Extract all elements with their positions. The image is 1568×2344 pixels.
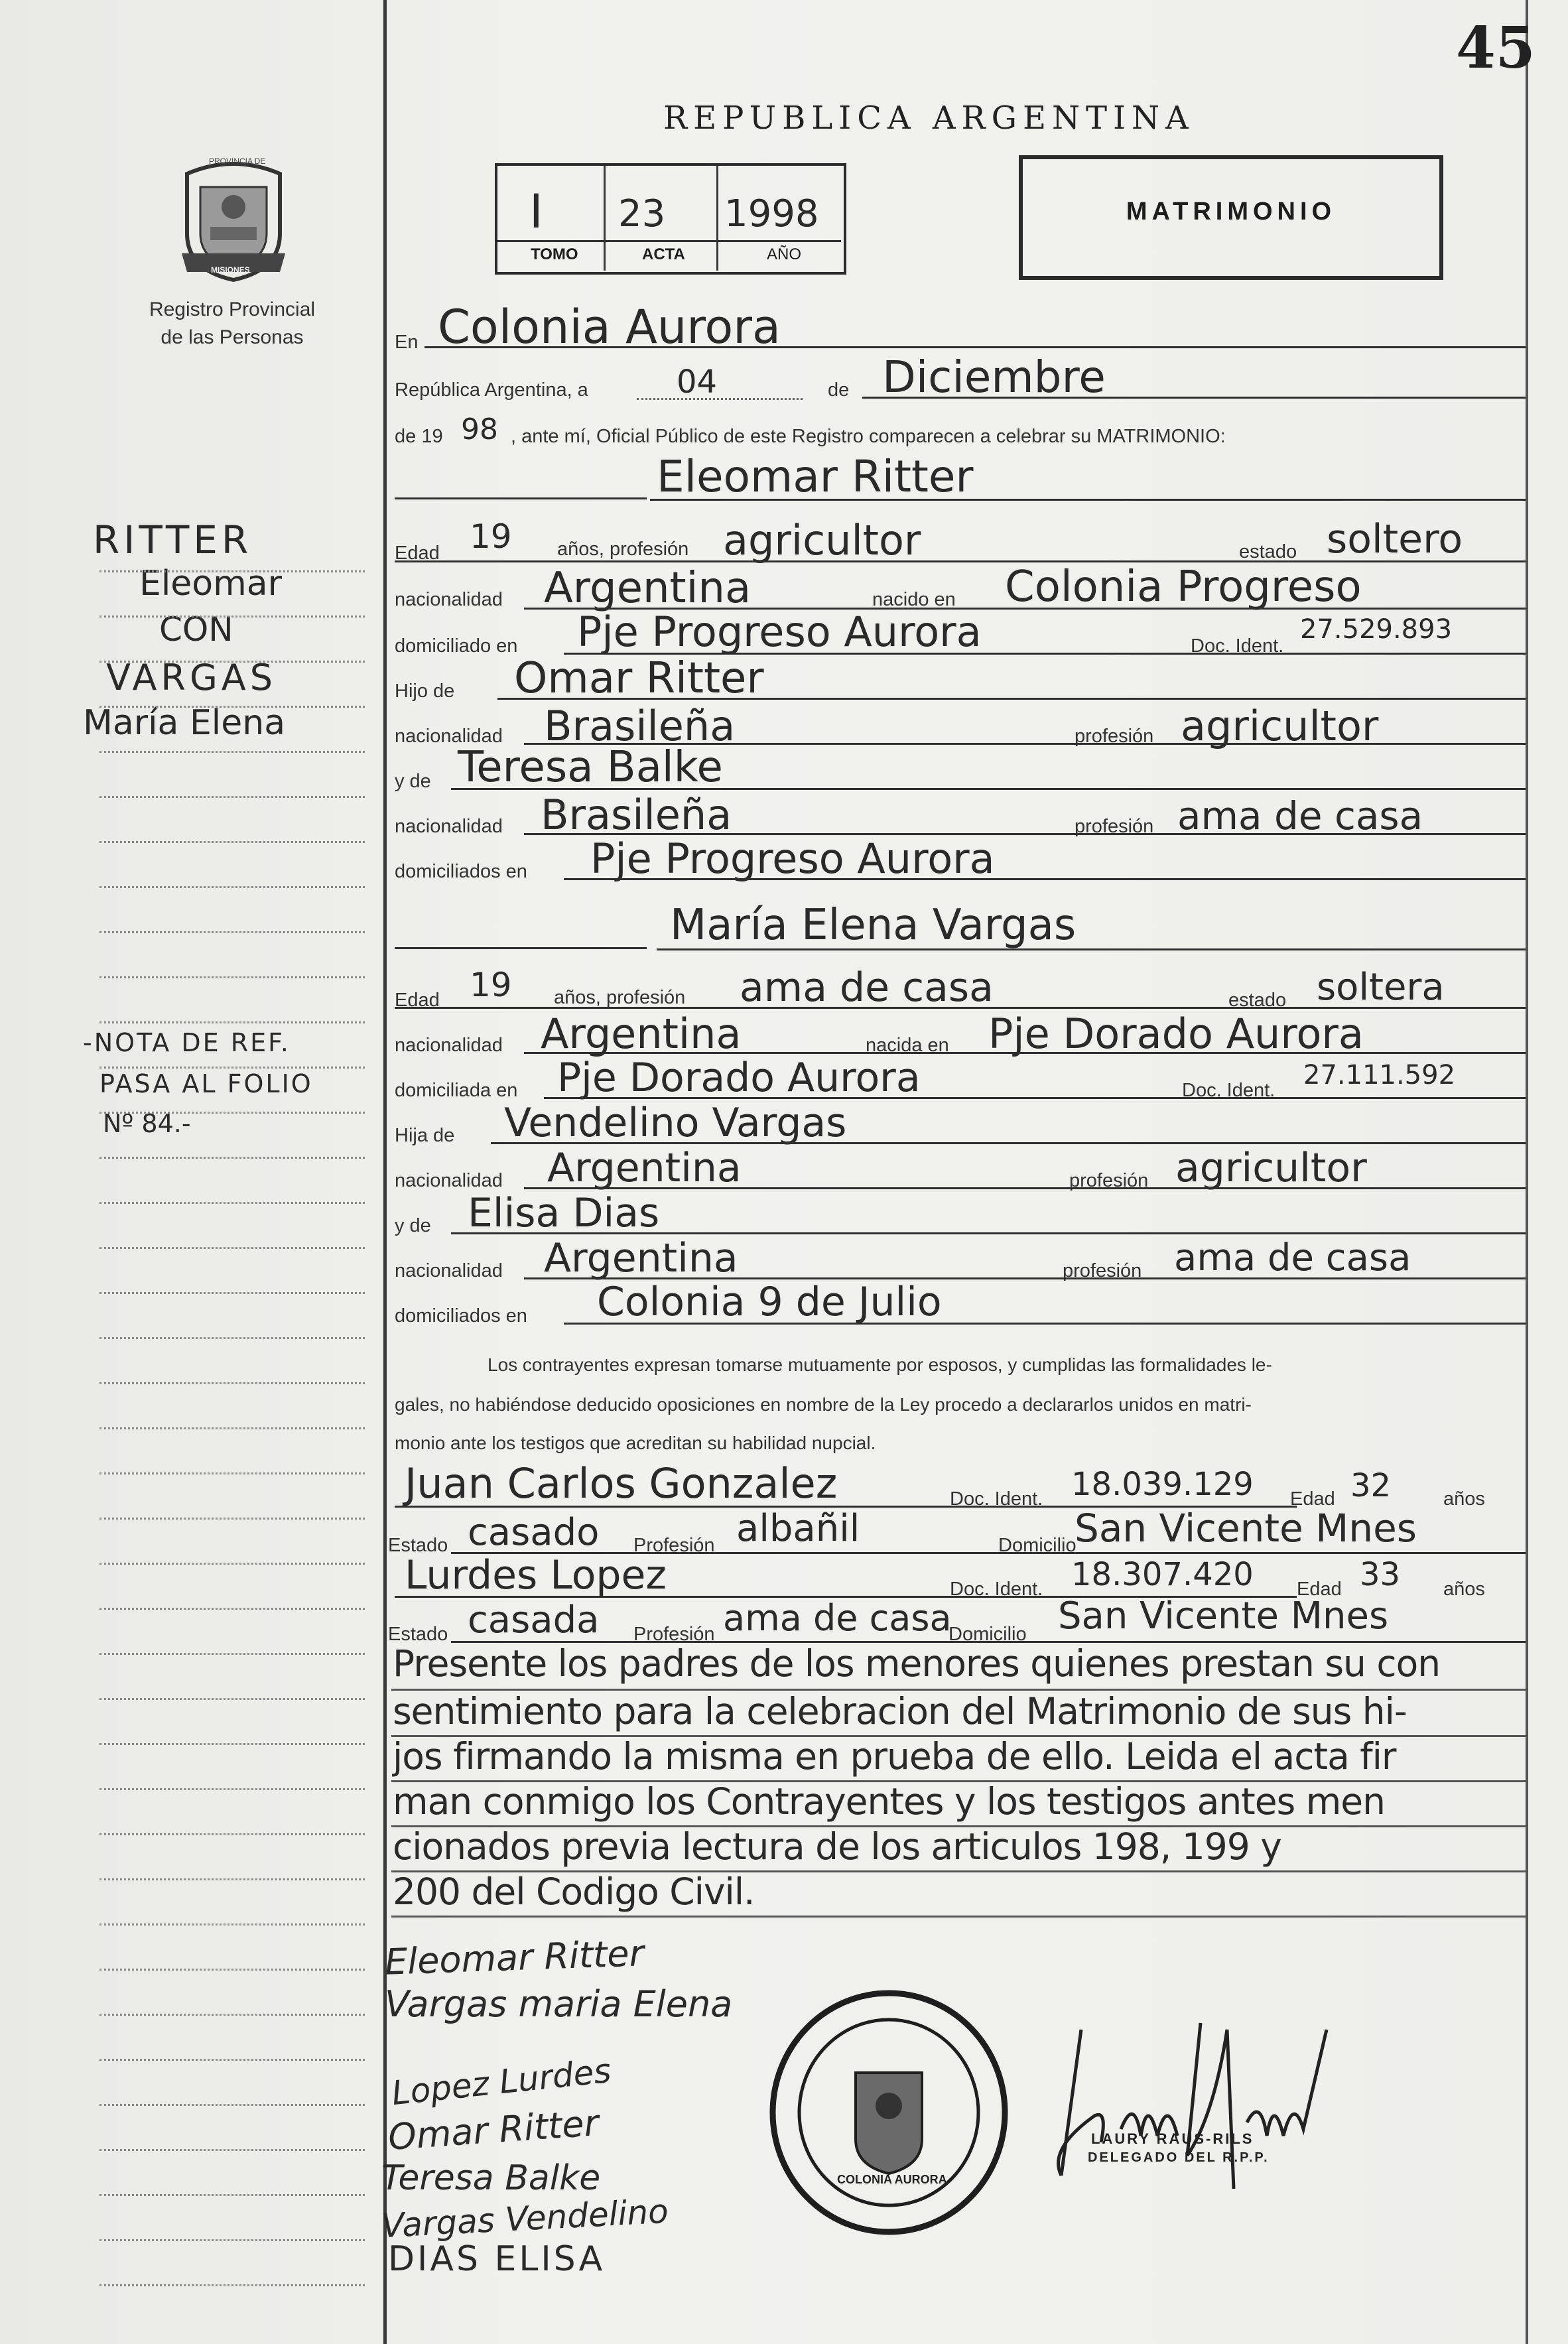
margin-dotted-line — [99, 1969, 365, 1971]
margin-con: CON — [159, 610, 233, 649]
stamp-place: COLONIA AURORA — [837, 2173, 947, 2186]
acta-value: 23 — [618, 192, 666, 235]
label-ante-mi: , ante mí, Oficial Público de este Registro comparecen a celebrar su MATRIMONIO: — [511, 426, 1226, 447]
rule — [491, 1142, 1526, 1144]
witness-2-profession: ama de casa — [723, 1597, 952, 1639]
bride-father-nationality: Argentina — [547, 1145, 742, 1191]
official-title: DELEGADO DEL R.P.P. — [1088, 2150, 1270, 2165]
rule — [524, 1052, 1526, 1054]
witness-1-age: 32 — [1350, 1467, 1392, 1504]
margin-dotted-line — [99, 2284, 365, 2286]
label-profesion: profesión — [1069, 1170, 1149, 1191]
act-type: MATRIMONIO — [1126, 198, 1337, 226]
witness-2-domicile: San Vicente Mnes — [1058, 1595, 1389, 1638]
margin-dotted-line — [99, 751, 365, 753]
label-domiciliada-en: domiciliada en — [395, 1080, 518, 1101]
rule — [451, 1232, 1526, 1234]
rule — [650, 499, 1526, 501]
rule — [395, 947, 647, 949]
year-suffix-value: 98 — [461, 413, 498, 446]
groom-doc: 27.529.893 — [1300, 614, 1453, 645]
label-w-anos: años — [1443, 1579, 1485, 1600]
margin-name-1: Eleomar — [139, 564, 283, 604]
margin-dotted-line — [99, 1563, 365, 1565]
margin-dotted-line — [99, 2014, 365, 2016]
margin-dotted-line — [99, 1878, 365, 1880]
province-seal-icon — [174, 154, 293, 283]
notes-line-2: sentimiento para la celebracion del Matrimonio de sus hi- — [393, 1690, 1407, 1732]
margin-dotted-line — [99, 1788, 365, 1790]
label-nacionalidad: nacionalidad — [395, 1035, 503, 1056]
acta-label: ACTA — [642, 245, 685, 263]
margin-dotted-line — [99, 1923, 365, 1925]
margin-dotted-line — [99, 2104, 365, 2106]
margin-surname-1: RITTER — [93, 517, 253, 562]
signature-groom: Eleomar Ritter — [384, 1932, 645, 1983]
bride-nationality: Argentina — [541, 1009, 742, 1058]
label-edad: Edad — [395, 543, 440, 564]
margin-dotted-line — [99, 1698, 365, 1700]
margin-dotted-line — [99, 1292, 365, 1294]
bride-age: 19 — [470, 966, 512, 1004]
rule — [564, 878, 1526, 880]
bride-profession: ama de casa — [740, 964, 994, 1011]
signature-bride: Vargas maria Elena — [385, 1983, 733, 2025]
day-value: 04 — [677, 363, 718, 401]
label-nacionalidad: nacionalidad — [395, 816, 503, 837]
registry-line-2: de las Personas — [161, 326, 304, 348]
label-w-estado: Estado — [388, 1535, 448, 1556]
label-profesion: profesión — [1063, 1260, 1142, 1281]
margin-note-1: -NOTA DE REF. — [83, 1028, 291, 1057]
seal-text-top: PROVINCIA DE — [209, 157, 266, 166]
ano-value: 1998 — [724, 192, 819, 235]
groom-name: Eleomar Ritter — [657, 451, 974, 502]
margin-dotted-line — [99, 2059, 365, 2061]
rule — [425, 346, 1526, 348]
margin-dotted-line — [99, 2149, 365, 2151]
signature-elisa-dias: DIAS ELISA — [388, 2239, 606, 2279]
seal-text-bottom: MISIONES — [211, 265, 250, 275]
rule — [451, 788, 1526, 790]
rule — [391, 1916, 1526, 1918]
label-w-anos: años — [1443, 1488, 1485, 1510]
witness-1-profession: albañil — [736, 1507, 860, 1550]
label-y-de: y de — [395, 771, 431, 792]
margin-dotted-line — [99, 1518, 365, 1520]
groom-mother-nationality: Brasileña — [541, 791, 732, 839]
label-republica: República Argentina, a — [395, 379, 588, 401]
rule — [544, 1097, 1526, 1099]
month-value: Diciembre — [882, 352, 1106, 403]
groom-profession: agricultor — [723, 516, 921, 564]
label-nacida-en: nacida en — [866, 1035, 949, 1056]
rule — [395, 1007, 1526, 1009]
notes-line-3: jos firmando la misma en prueba de ello. Leida el acta fir — [393, 1735, 1396, 1778]
registry-stamp-icon — [763, 1986, 1015, 2239]
label-edad: Edad — [395, 990, 440, 1011]
signature-vendelino-vargas: Vargas Vendelino — [380, 2191, 670, 2246]
label-w-doc-ident: Doc. Ident. — [950, 1579, 1043, 1600]
box-divider — [716, 166, 718, 271]
box-divider — [604, 166, 606, 271]
groom-age: 19 — [470, 517, 512, 556]
label-anos-profesion: años, profesión — [557, 539, 689, 560]
margin-dotted-line — [99, 1382, 365, 1384]
page-number: 45 — [1456, 15, 1535, 82]
witness-1-status: casado — [468, 1511, 600, 1554]
rule — [524, 1187, 1526, 1189]
margin-dotted-line — [99, 1157, 365, 1159]
groom-father-profession: agricultor — [1181, 702, 1379, 750]
groom-parents-domicile: Pje Progreso Aurora — [590, 834, 995, 883]
bride-mother-nationality: Argentina — [544, 1235, 738, 1281]
label-w-doc-ident: Doc. Ident. — [950, 1488, 1043, 1510]
margin-note-3: Nº 84.- — [103, 1109, 191, 1138]
rule — [395, 497, 647, 499]
margin-surname-2: VARGAS — [106, 657, 277, 698]
margin-dotted-line — [99, 1067, 365, 1069]
label-en: En — [395, 332, 419, 353]
margin-dotted-line — [99, 1833, 365, 1835]
notes-line-1: Presente los padres de los menores quienes prestan su con — [393, 1642, 1441, 1685]
margin-dotted-line — [99, 886, 365, 888]
bride-mother-profession: ama de casa — [1174, 1236, 1411, 1279]
label-nacionalidad: nacionalidad — [395, 589, 503, 610]
statement-line-2: gales, no habiéndose deducido oposiciones en nombre de la Ley procedo a declararlos unidos en matri- — [395, 1394, 1252, 1415]
groom-status: soltero — [1327, 516, 1463, 562]
label-de: de — [828, 379, 850, 401]
label-nacido-en: nacido en — [872, 589, 956, 610]
margin-dotted-line — [99, 1743, 365, 1745]
label-w-domicilio: Domicilio — [998, 1535, 1077, 1556]
label-w-domicilio: Domicilio — [948, 1624, 1027, 1645]
margin-dotted-line — [99, 2194, 365, 2196]
label-nacionalidad: nacionalidad — [395, 1170, 503, 1191]
label-hija-de: Hija de — [395, 1125, 455, 1146]
label-nacionalidad: nacionalidad — [395, 726, 503, 747]
margin-dotted-line — [99, 796, 365, 798]
bride-mother: Elisa Dias — [468, 1190, 660, 1236]
signature-teresa-balke: Teresa Balke — [381, 2158, 601, 2198]
margin-note-2: PASA AL FOLIO — [99, 1069, 313, 1098]
label-w-edad: Edad — [1297, 1579, 1342, 1600]
label-hijo-de: Hijo de — [395, 681, 455, 702]
label-nacionalidad: nacionalidad — [395, 1260, 503, 1281]
tomo-value: I — [529, 184, 543, 239]
rule — [637, 398, 803, 400]
notes-line-6: 200 del Codigo Civil. — [393, 1870, 755, 1913]
margin-dotted-line — [99, 661, 365, 663]
official-signature-icon — [1035, 2016, 1340, 2215]
label-estado: estado — [1239, 541, 1297, 562]
witness-2-name: Lurdes Lopez — [405, 1552, 667, 1598]
label-profesion: profesión — [1075, 726, 1154, 747]
registry-line-1: Registro Provincial — [149, 298, 316, 320]
label-domiciliado-en: domiciliado en — [395, 635, 518, 657]
ano-label: AÑO — [767, 245, 802, 263]
witness-2-status: casada — [468, 1598, 600, 1642]
groom-mother: Teresa Balke — [458, 743, 723, 792]
right-border — [1526, 0, 1528, 2344]
rule — [497, 698, 1526, 700]
tomo-label: TOMO — [531, 245, 578, 263]
margin-dotted-line — [99, 841, 365, 843]
margin-dotted-line — [99, 616, 365, 618]
label-y-de: y de — [395, 1215, 431, 1236]
margin-dotted-line — [99, 570, 365, 572]
margin-dotted-line — [99, 1427, 365, 1429]
label-domiciliados-en: domiciliados en — [395, 1305, 527, 1327]
bride-birthplace: Pje Dorado Aurora — [988, 1009, 1364, 1058]
margin-dotted-line — [99, 1112, 365, 1114]
bride-father: Vendelino Vargas — [504, 1100, 847, 1146]
statement-line-1: Los contrayentes expresan tomarse mutuamente por esposos, y cumplidas las formalidades le- — [488, 1354, 1272, 1375]
witness-1-domicile: San Vicente Mnes — [1075, 1506, 1417, 1551]
groom-father-nationality: Brasileña — [544, 702, 736, 750]
margin-dotted-line — [99, 1653, 365, 1655]
witness-1-doc: 18.039.129 — [1071, 1466, 1254, 1503]
witness-2-age: 33 — [1360, 1556, 1401, 1593]
notes-line-5: cionados previa lectura de los articulos 198, 199 y — [393, 1825, 1281, 1868]
label-domiciliados-en: domiciliados en — [395, 861, 527, 882]
margin-dotted-line — [99, 1608, 365, 1610]
margin-dotted-line — [99, 1337, 365, 1339]
rule — [564, 1323, 1526, 1325]
place-value: Colonia Aurora — [438, 300, 781, 354]
margin-dotted-line — [99, 1247, 365, 1249]
witness-1-name: Juan Carlos Gonzalez — [405, 1459, 838, 1508]
label-estado: estado — [1228, 990, 1287, 1011]
label-de19: de 19 — [395, 426, 443, 447]
margin-dotted-line — [99, 931, 365, 933]
margin-dotted-line — [99, 2239, 365, 2241]
groom-father: Omar Ritter — [514, 654, 764, 703]
margin-dotted-line — [99, 706, 365, 708]
signature-witness-lopez: Lopez Lurdes — [389, 2051, 613, 2113]
margin-dotted-line — [99, 1021, 365, 1023]
label-w-profesion: Profesión — [633, 1624, 715, 1645]
bride-parents-domicile: Colonia 9 de Julio — [597, 1279, 942, 1325]
rule — [862, 397, 1526, 399]
margin-dotted-line — [99, 1202, 365, 1204]
margin-dotted-line — [99, 976, 365, 978]
label-w-estado: Estado — [388, 1624, 448, 1645]
label-w-profesion: Profesión — [633, 1535, 715, 1556]
groom-nationality: Argentina — [544, 564, 751, 613]
label-doc-ident: Doc. Ident. — [1182, 1080, 1275, 1101]
rule — [657, 948, 1526, 950]
label-profesion: profesión — [1075, 816, 1154, 837]
country-title: REPUBLICA ARGENTINA — [663, 99, 1195, 137]
bride-name: María Elena Vargas — [670, 901, 1077, 950]
box-label-rule — [497, 240, 841, 242]
groom-birthplace: Colonia Progreso — [1005, 562, 1362, 612]
bride-status: soltera — [1317, 966, 1445, 1009]
bride-father-profession: agricultor — [1175, 1145, 1367, 1191]
signature-omar-ritter: Omar Ritter — [387, 2101, 600, 2159]
groom-domicile: Pje Progreso Aurora — [577, 608, 982, 656]
witness-2-doc: 18.307.420 — [1071, 1556, 1254, 1593]
notes-line-4: man conmigo los Contrayentes y los testigos antes men — [393, 1780, 1385, 1823]
label-doc-ident: Doc. Ident. — [1191, 635, 1284, 657]
bride-doc: 27.111.592 — [1303, 1060, 1456, 1090]
label-anos-profesion: años, profesión — [554, 987, 686, 1008]
label-w-edad: Edad — [1290, 1488, 1335, 1510]
margin-name-2: María Elena — [83, 703, 286, 743]
groom-mother-profession: ama de casa — [1177, 793, 1423, 838]
bride-domicile: Pje Dorado Aurora — [557, 1055, 921, 1101]
official-name: LAURY RAUS-RILS — [1091, 2130, 1254, 2147]
margin-dotted-line — [99, 1472, 365, 1474]
statement-line-3: monio ante los testigos que acreditan su habilidad nupcial. — [395, 1433, 876, 1453]
